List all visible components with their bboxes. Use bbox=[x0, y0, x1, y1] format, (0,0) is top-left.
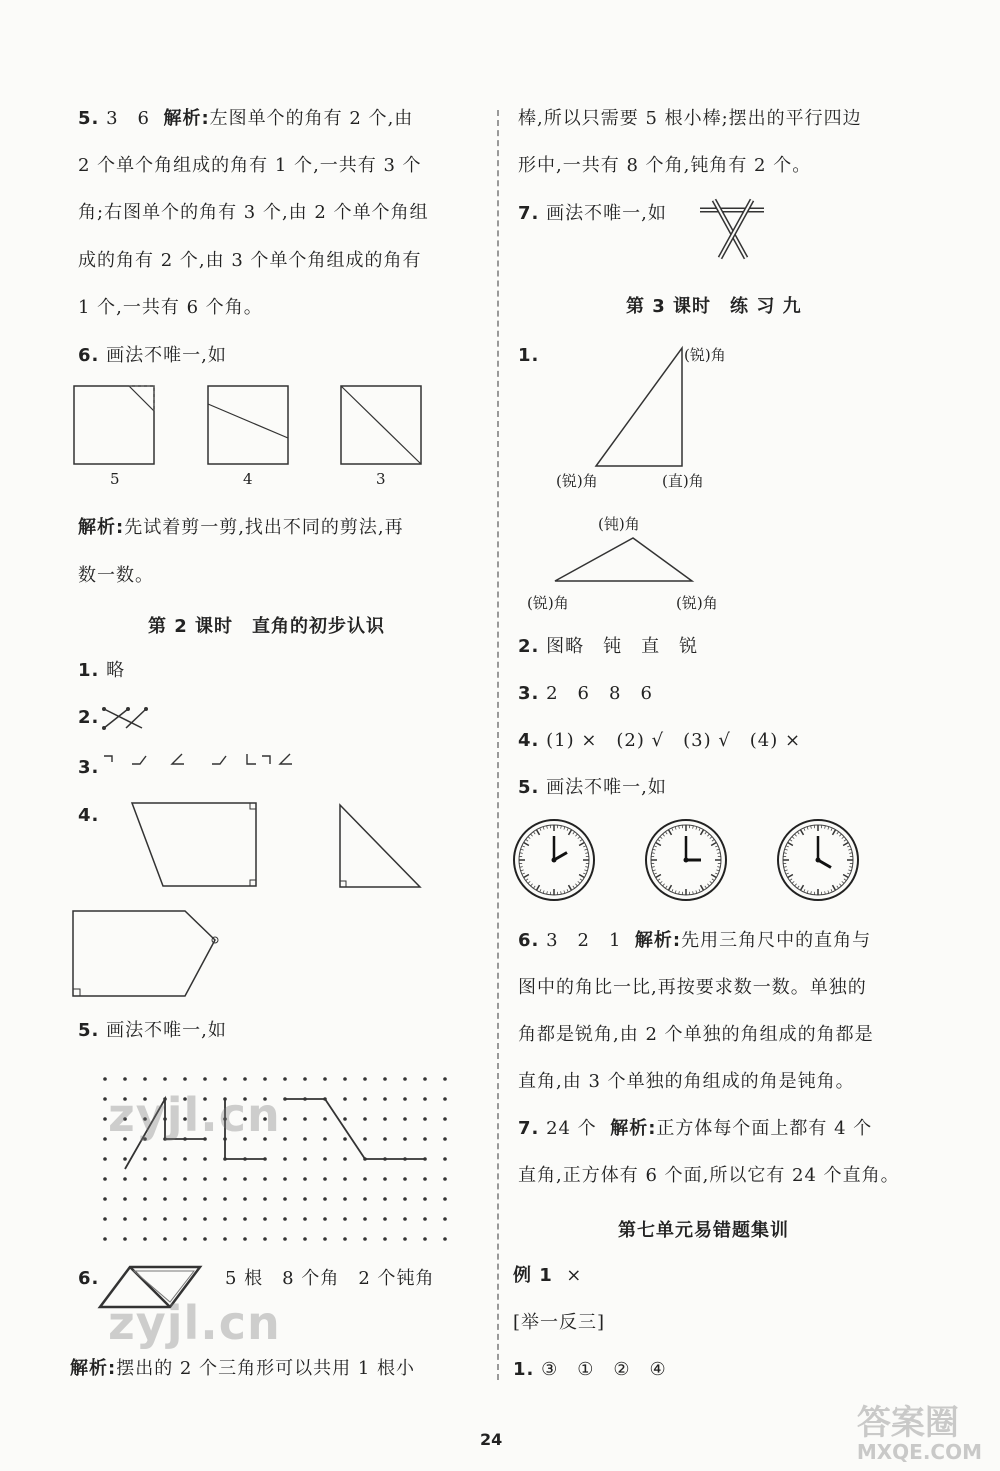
grid-dot bbox=[363, 1077, 367, 1081]
grid-dot bbox=[163, 1217, 167, 1221]
grid-dot bbox=[403, 1177, 407, 1181]
grid-dot bbox=[323, 1137, 327, 1141]
section-heading: 第 2 课时 直角的初步认识 bbox=[148, 616, 386, 637]
grid-dot bbox=[123, 1077, 127, 1081]
grid-dot bbox=[203, 1077, 207, 1081]
grid-dot bbox=[283, 1117, 287, 1121]
grid-dot bbox=[143, 1177, 147, 1181]
grid-dot bbox=[343, 1157, 347, 1161]
grid-dot bbox=[103, 1117, 107, 1121]
angle-label: (锐)角 bbox=[684, 346, 726, 364]
grid-dot bbox=[423, 1157, 427, 1161]
cont-text: 形中,一共有 8 个角,钝角有 2 个。 bbox=[518, 155, 812, 176]
grid-dot bbox=[303, 1097, 307, 1101]
grid-dot bbox=[163, 1197, 167, 1201]
grid-dot bbox=[363, 1177, 367, 1181]
grid-dot bbox=[343, 1217, 347, 1221]
grid-dot bbox=[283, 1177, 287, 1181]
clock-face bbox=[514, 820, 594, 900]
q5-text: 2 个单个角组成的角有 1 个,一共有 3 个 bbox=[78, 155, 422, 176]
grid-dot bbox=[443, 1097, 447, 1101]
angle-label: (锐)角 bbox=[527, 594, 569, 612]
grid-dot bbox=[263, 1237, 267, 1241]
grid-dot bbox=[203, 1157, 207, 1161]
grid-dot bbox=[263, 1177, 267, 1181]
grid-dot bbox=[403, 1197, 407, 1201]
grid-dot bbox=[203, 1237, 207, 1241]
s3q2-line: 2. 图略 钝 直 锐 bbox=[518, 636, 699, 657]
angle-label: (锐)角 bbox=[676, 594, 718, 612]
q6-squares bbox=[74, 386, 424, 466]
grid-dot bbox=[383, 1137, 387, 1141]
grid-dot bbox=[343, 1097, 347, 1101]
grid-dot bbox=[443, 1177, 447, 1181]
grid-dot bbox=[403, 1117, 407, 1121]
grid-dot bbox=[283, 1197, 287, 1201]
grid-dot bbox=[143, 1157, 147, 1161]
grid-dot bbox=[383, 1217, 387, 1221]
angle-label: (锐)角 bbox=[556, 472, 598, 490]
grid-dot bbox=[243, 1197, 247, 1201]
grid-dot bbox=[383, 1237, 387, 1241]
grid-dot bbox=[243, 1177, 247, 1181]
grid-dot bbox=[163, 1177, 167, 1181]
grid-dot bbox=[103, 1217, 107, 1221]
q7-line: 7. 画法不唯一,如 bbox=[518, 203, 667, 224]
grid-dot bbox=[203, 1197, 207, 1201]
grid-dot bbox=[123, 1157, 127, 1161]
grid-dot bbox=[143, 1197, 147, 1201]
q7-figure bbox=[696, 196, 768, 266]
grid-dot bbox=[263, 1197, 267, 1201]
grid-dot bbox=[423, 1177, 427, 1181]
s3q7-line: 7. 24 个 解析:正方体每个面上都有 4 个 bbox=[518, 1118, 873, 1139]
grid-dot bbox=[383, 1077, 387, 1081]
grid-dot bbox=[263, 1217, 267, 1221]
grid-dot bbox=[443, 1137, 447, 1141]
grid-dot bbox=[143, 1217, 147, 1221]
s2q2-figure bbox=[102, 706, 152, 732]
s2q3-line: 3. bbox=[78, 757, 100, 778]
grid-dot bbox=[103, 1077, 107, 1081]
grid-dot bbox=[443, 1077, 447, 1081]
grid-dot bbox=[403, 1217, 407, 1221]
grid-dot bbox=[123, 1177, 127, 1181]
s3q6-line: 6. 3 2 1 解析:先用三角尺中的直角与 bbox=[518, 930, 872, 951]
grid-dot bbox=[223, 1197, 227, 1201]
s3q6-text: 图中的角比一比,再按要求数一数。单独的 bbox=[518, 977, 867, 998]
s3q1-line: 1. bbox=[518, 345, 540, 366]
site-logo: 答案圈 MXQE.COM bbox=[856, 1403, 982, 1464]
s2q4-line: 4. bbox=[78, 805, 100, 826]
grid-dot bbox=[403, 1097, 407, 1101]
grid-dot bbox=[323, 1197, 327, 1201]
section-heading: 第七单元易错题集训 bbox=[618, 1220, 789, 1241]
grid-dot bbox=[103, 1197, 107, 1201]
grid-dot bbox=[443, 1157, 447, 1161]
q5-text: 成的角有 2 个,由 3 个单个角组成的角有 bbox=[78, 250, 422, 271]
grid-dot bbox=[383, 1177, 387, 1181]
grid-dot bbox=[283, 1097, 287, 1101]
watermark: zyjl.cn bbox=[108, 1296, 281, 1350]
s3q5-line: 5. 画法不唯一,如 bbox=[518, 777, 667, 798]
grid-dot bbox=[183, 1177, 187, 1181]
grid-dot bbox=[323, 1157, 327, 1161]
grid-dot bbox=[203, 1217, 207, 1221]
grid-dot bbox=[363, 1137, 367, 1141]
grid-dot bbox=[183, 1157, 187, 1161]
grid-dot bbox=[123, 1197, 127, 1201]
clock-face bbox=[778, 820, 858, 900]
grid-dot bbox=[283, 1137, 287, 1141]
q5-line: 5. 3 6 解析:左图单个的角有 2 个,由 bbox=[78, 108, 414, 129]
grid-dot bbox=[343, 1197, 347, 1201]
grid-dot bbox=[283, 1217, 287, 1221]
grid-dot bbox=[263, 1077, 267, 1081]
grid-dot bbox=[303, 1197, 307, 1201]
ex1-line: 例 1 × bbox=[513, 1265, 583, 1286]
grid-dot bbox=[363, 1237, 367, 1241]
grid-dot bbox=[223, 1157, 227, 1161]
angle-label: (钝)角 bbox=[598, 515, 640, 533]
q6-note: 解析:先试着剪一剪,找出不同的剪法,再 bbox=[78, 517, 404, 538]
clocks bbox=[512, 818, 872, 908]
grid-dot bbox=[323, 1237, 327, 1241]
grid-dot bbox=[423, 1197, 427, 1201]
grid-dot bbox=[303, 1177, 307, 1181]
p1-line: 1. ③ ① ② ④ bbox=[513, 1359, 667, 1380]
grid-dot bbox=[383, 1197, 387, 1201]
s2q6-note: 解析:摆出的 2 个三角形可以共用 1 根小 bbox=[70, 1358, 415, 1379]
page-number: 24 bbox=[480, 1430, 503, 1449]
column-divider bbox=[497, 110, 499, 1380]
grid-dot bbox=[363, 1097, 367, 1101]
cont-text: 棒,所以只需要 5 根小棒;摆出的平行四边 bbox=[518, 108, 862, 129]
grid-dot bbox=[323, 1177, 327, 1181]
grid-dot bbox=[143, 1237, 147, 1241]
grid-dot bbox=[423, 1217, 427, 1221]
grid-dot bbox=[423, 1137, 427, 1141]
s3q3-line: 3. 2 6 8 6 bbox=[518, 683, 653, 704]
s2q2-line: 2. bbox=[78, 707, 100, 728]
grid-dot bbox=[423, 1117, 427, 1121]
angle-label: (直)角 bbox=[662, 472, 704, 490]
grid-dot bbox=[303, 1137, 307, 1141]
grid-dot bbox=[423, 1237, 427, 1241]
q6-label: 3 bbox=[376, 470, 386, 488]
grid-dot bbox=[103, 1177, 107, 1181]
practice-heading: [举一反三] bbox=[513, 1312, 606, 1333]
q6-label: 5 bbox=[110, 470, 120, 488]
s2q1-line: 1. 略 bbox=[78, 660, 126, 681]
grid-dot bbox=[163, 1237, 167, 1241]
grid-dot bbox=[403, 1157, 407, 1161]
grid-dot bbox=[303, 1157, 307, 1161]
grid-dot bbox=[243, 1077, 247, 1081]
grid-dot bbox=[363, 1197, 367, 1201]
grid-dot bbox=[163, 1077, 167, 1081]
grid-dot bbox=[103, 1137, 107, 1141]
grid-dot bbox=[183, 1237, 187, 1241]
grid-dot bbox=[303, 1077, 307, 1081]
grid-dot bbox=[163, 1157, 167, 1161]
grid-dot bbox=[443, 1217, 447, 1221]
grid-dot bbox=[303, 1117, 307, 1121]
grid-dot bbox=[323, 1077, 327, 1081]
grid-dot bbox=[103, 1157, 107, 1161]
s3q4-line: 4. (1) × (2) √ (3) √ (4) × bbox=[518, 730, 802, 751]
grid-dot bbox=[403, 1077, 407, 1081]
s3q7-text: 直角,正方体有 6 个面,所以它有 24 个直角。 bbox=[518, 1165, 900, 1186]
grid-dot bbox=[243, 1157, 247, 1161]
grid-dot bbox=[363, 1217, 367, 1221]
grid-dot bbox=[363, 1157, 367, 1161]
grid-dot bbox=[423, 1077, 427, 1081]
grid-dot bbox=[243, 1237, 247, 1241]
grid-dot bbox=[323, 1117, 327, 1121]
q6-label: 4 bbox=[243, 470, 253, 488]
grid-dot bbox=[283, 1077, 287, 1081]
grid-dot bbox=[303, 1237, 307, 1241]
section-heading: 第 3 课时 练 习 九 bbox=[626, 296, 802, 317]
grid-dot bbox=[343, 1237, 347, 1241]
grid-dot bbox=[283, 1157, 287, 1161]
grid-dot bbox=[443, 1197, 447, 1201]
grid-dot bbox=[223, 1077, 227, 1081]
s2q4-figures bbox=[70, 800, 430, 1010]
grid-dot bbox=[223, 1177, 227, 1181]
grid-dot bbox=[443, 1117, 447, 1121]
s2q6-line: 6. bbox=[78, 1268, 100, 1289]
grid-dot bbox=[183, 1197, 187, 1201]
q5-text: 角;右图单个的角有 3 个,由 2 个单个角组 bbox=[78, 202, 429, 223]
s2q6-answer: 5 根 8 个角 2 个钝角 bbox=[225, 1268, 435, 1289]
q5-text: 1 个,一共有 6 个角。 bbox=[78, 297, 263, 318]
grid-dot bbox=[403, 1237, 407, 1241]
grid-dot bbox=[243, 1217, 247, 1221]
grid-dot bbox=[443, 1237, 447, 1241]
grid-dot bbox=[283, 1237, 287, 1241]
q6-line: 6. 画法不唯一,如 bbox=[78, 345, 227, 366]
grid-dot bbox=[323, 1097, 327, 1101]
grid-dot bbox=[343, 1117, 347, 1121]
grid-dot bbox=[323, 1217, 327, 1221]
s2q5-line: 5. 画法不唯一,如 bbox=[78, 1020, 227, 1041]
grid-dot bbox=[103, 1237, 107, 1241]
grid-dot bbox=[383, 1117, 387, 1121]
s3q6-text: 直角,由 3 个单独的角组成的角是钝角。 bbox=[518, 1071, 855, 1092]
grid-dot bbox=[143, 1077, 147, 1081]
grid-dot bbox=[423, 1097, 427, 1101]
grid-dot bbox=[223, 1217, 227, 1221]
grid-dot bbox=[203, 1177, 207, 1181]
grid-dot bbox=[343, 1137, 347, 1141]
s2q3-figure bbox=[102, 752, 292, 774]
grid-dot bbox=[383, 1157, 387, 1161]
grid-dot bbox=[103, 1097, 107, 1101]
grid-dot bbox=[303, 1217, 307, 1221]
clock-face bbox=[646, 820, 726, 900]
q6-note2: 数一数。 bbox=[78, 565, 154, 586]
grid-dot bbox=[123, 1237, 127, 1241]
grid-dot bbox=[263, 1157, 267, 1161]
grid-dot bbox=[363, 1117, 367, 1121]
grid-dot bbox=[183, 1077, 187, 1081]
grid-dot bbox=[383, 1097, 387, 1101]
grid-dot bbox=[183, 1217, 187, 1221]
grid-dot bbox=[343, 1077, 347, 1081]
grid-dot bbox=[123, 1217, 127, 1221]
grid-dot bbox=[223, 1237, 227, 1241]
s3q6-text: 角都是锐角,由 2 个单独的角组成的角都是 bbox=[518, 1024, 874, 1045]
grid-dot bbox=[343, 1177, 347, 1181]
watermark: zyjl.cn bbox=[108, 1088, 281, 1142]
grid-dot bbox=[403, 1137, 407, 1141]
